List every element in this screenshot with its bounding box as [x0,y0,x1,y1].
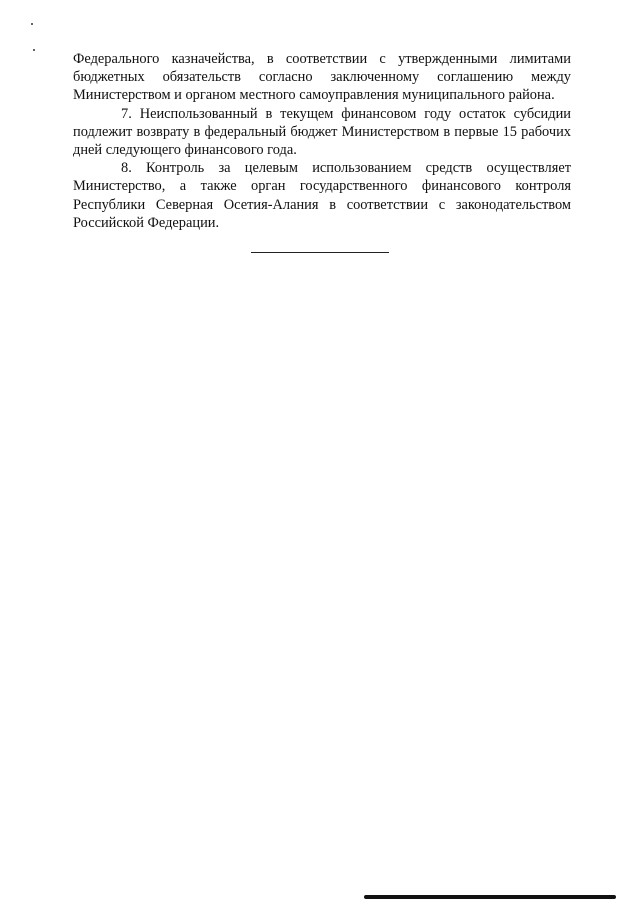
paragraph-continuation: Федерального казначейства, в соответствии с утвержденными лимитами бюджетных обязательств согласно заключенному соглашению между Министерством и органом местного самоуправления муниципального района. [73,51,571,104]
scan-speck [33,49,35,51]
paragraph-item-8: 8. Контроль за целевым использованием средств осуществляет Министерство, а также орган государственного финансового контроля Республики Северная Осетия-Алания в соответствии с законодательством Российской Федерации. [73,160,571,231]
end-of-text-rule [251,252,389,253]
scan-speck [31,23,33,25]
page-footer-bar [364,895,616,899]
paragraph-item-7: 7. Неиспользованный в текущем финансовом году остаток субсидии подлежит возврату в федеральный бюджет Министерством в первые 15 рабочих дней следующего финансового года. [73,105,571,159]
document-body [73,50,571,232]
